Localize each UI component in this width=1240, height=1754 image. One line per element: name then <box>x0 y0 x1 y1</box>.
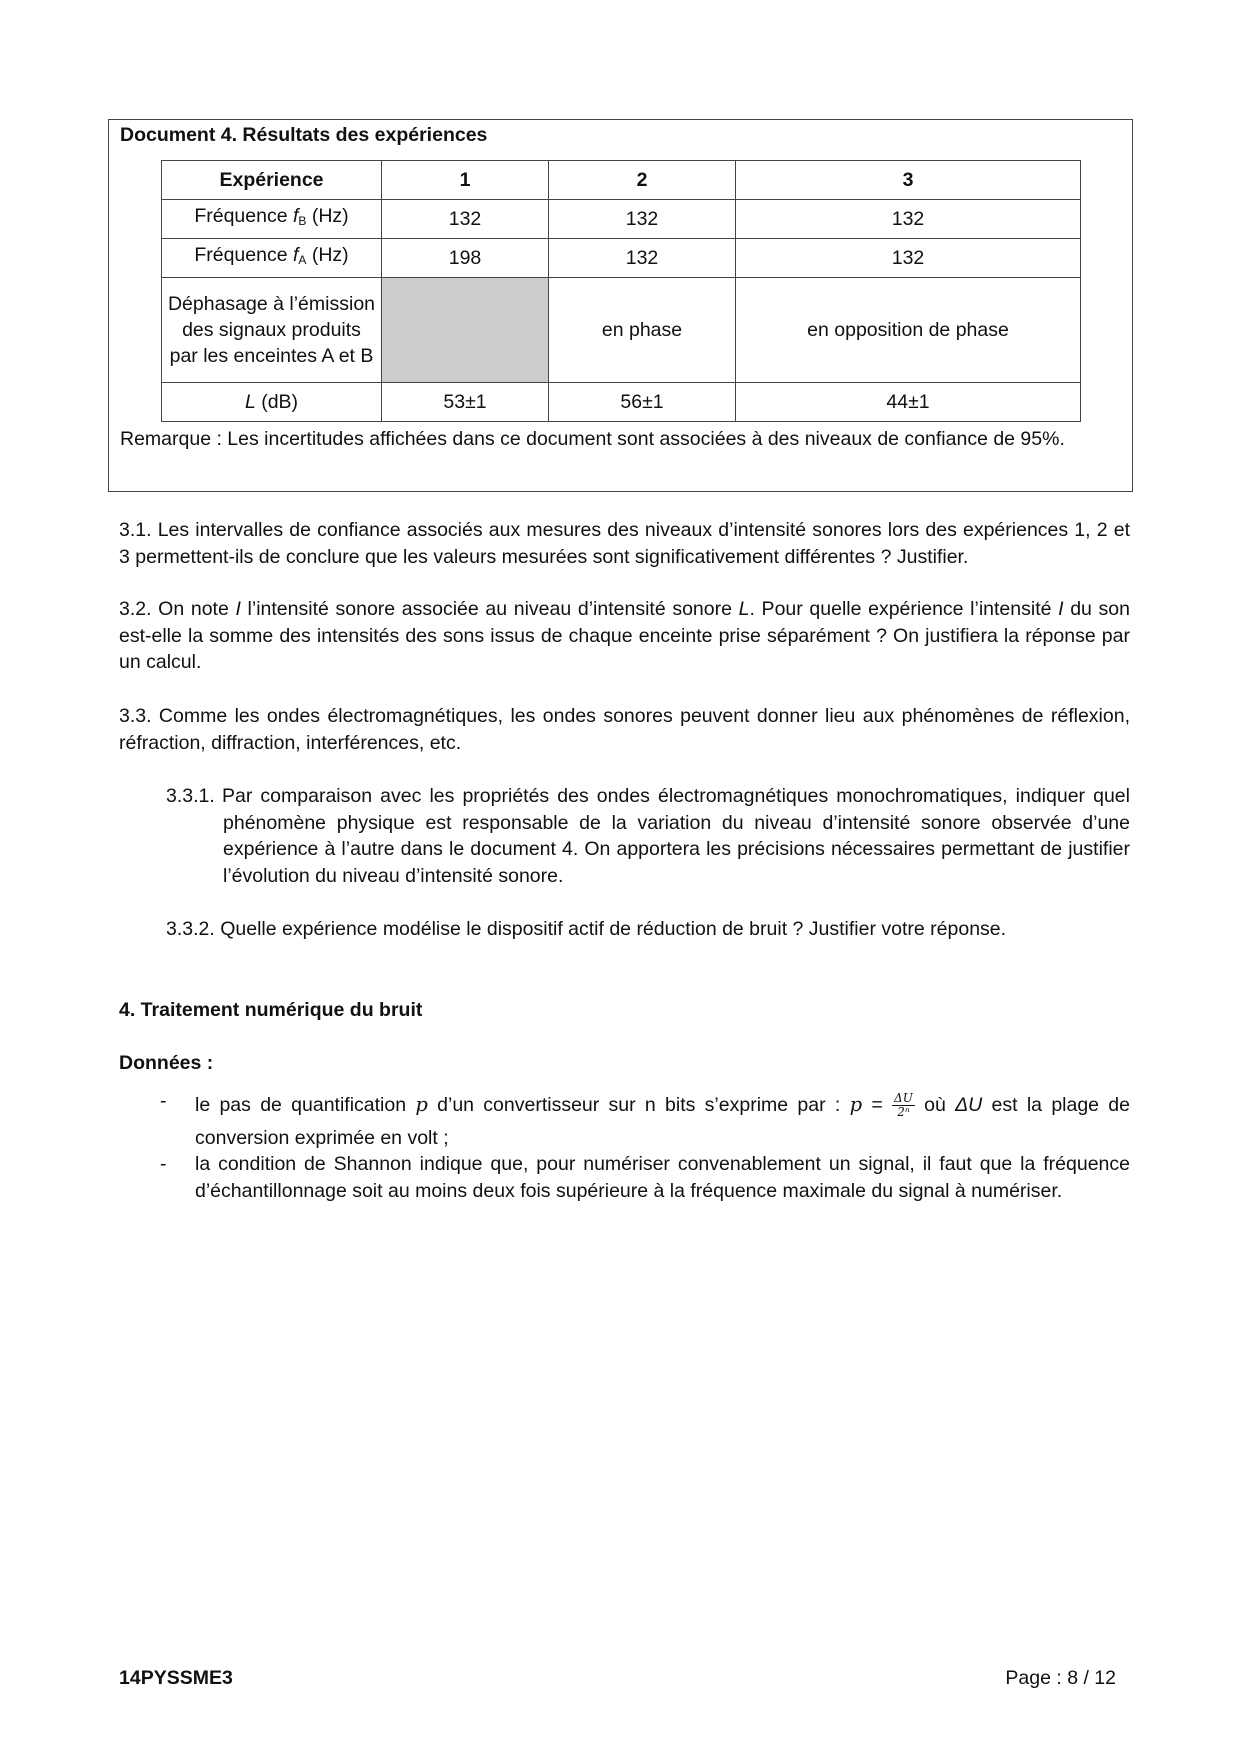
bullet-shannon: la condition de Shannon indique que, pour numériser convenablement un signal, il faut que la fréquence d’échantillonnage soit au moins deux fois supérieure à la fréquence maximale du signal à numériser. <box>195 1153 1130 1202</box>
document-4-box <box>108 119 1133 492</box>
uncertainty-note: Remarque : Les incertitudes affichées dans ce document sont associées à des niveaux de confiance de 95%. <box>120 428 1065 450</box>
table-cell: 132 <box>549 239 736 278</box>
table-cell: 132 <box>382 200 549 239</box>
question-3-3-1-number: 3.3.1. <box>166 785 215 807</box>
fraction: $\frac{\Delta U}{\text{2ⁿ}}$ <box>894 1091 913 1120</box>
question-3-3: 3.3. Comme les ondes électromagnétiques, les ondes sonores peuvent donner lieu aux phénomènes de réflexion, réfraction, diffraction, interférences, etc. <box>119 705 1130 754</box>
table-cell: 132 <box>736 200 1081 239</box>
question-3-3-1-text: Par comparaison avec les propriétés des ondes électromagnétiques monochromatiques, indiquer quel phénomène physique est responsable de la variation du niveau d’intensité sonore observée d’une expérience à l’autre dans le document 4. On apportera les précisions nécessaires permettant de justifier l’évolution du niveau d’intensité sonore. <box>222 785 1130 887</box>
table-cell: 44±1 <box>736 383 1081 422</box>
data-heading: Données : <box>119 1052 214 1074</box>
table-header-row <box>162 161 1081 200</box>
row-label: Fréquence $f_A$ (Hz) <box>162 239 382 278</box>
header-cell: Expérience <box>162 161 382 200</box>
header-cell: 3 <box>736 161 1081 200</box>
table-cell: 53±1 <box>382 383 549 422</box>
header-cell: 2 <box>549 161 736 200</box>
table-cell: 132 <box>549 200 736 239</box>
bullet-quantification: le pas de quantification p d’un convertisseur sur n bits s’exprime par : p = $\frac{\Delta U}{\text{2ⁿ}}$ où ΔU est la plage de conversion exprimée en volt ; <box>195 1091 1131 1149</box>
table-cell: 198 <box>382 239 549 278</box>
table-row-fb <box>162 200 1081 239</box>
row-label: Fréquence $f_B$ (Hz) <box>162 200 382 239</box>
table-cell-shaded <box>382 278 549 383</box>
table-cell: 56±1 <box>549 383 736 422</box>
section-4-title: 4. Traitement numérique du bruit <box>119 999 423 1021</box>
bullet-dash: - <box>160 1153 167 1175</box>
document-title: Document 4. Résultats des expériences <box>120 124 488 146</box>
table-row-fa <box>162 239 1081 278</box>
question-3-1: 3.1. Les intervalles de confiance associés aux mesures des niveaux d’intensité sonores lors des expériences 1, 2 et 3 permettent-ils de conclure que les valeurs mesurées sont significativement différentes ? Justifier. <box>119 519 1130 568</box>
footer-code: 14PYSSME3 <box>119 1667 233 1689</box>
results-table <box>161 160 1081 422</box>
table-cell: en opposition de phase <box>736 278 1081 383</box>
table-row-level <box>162 383 1081 422</box>
row-label: Déphasage à l’émission des signaux produits par les enceintes A et B <box>162 278 382 383</box>
table-row-phase <box>162 278 1081 383</box>
question-3-2: 3.2. On note I l’intensité sonore associée au niveau d’intensité sonore L. Pour quelle expérience l’intensité I du son est-elle la somme des intensités des sons issus de chaque enceinte prise séparément ? On justifiera la réponse par un calcul. <box>119 598 1130 673</box>
table-cell: 132 <box>736 239 1081 278</box>
footer-page-number: Page : 8 / 12 <box>1005 1667 1116 1689</box>
bullet-dash: - <box>160 1090 167 1112</box>
header-cell: 1 <box>382 161 549 200</box>
table-cell: en phase <box>549 278 736 383</box>
question-3-3-2: 3.3.2. Quelle expérience modélise le dispositif actif de réduction de bruit ? Justifier votre réponse. <box>166 918 1007 940</box>
row-label: L (dB) <box>162 383 382 422</box>
